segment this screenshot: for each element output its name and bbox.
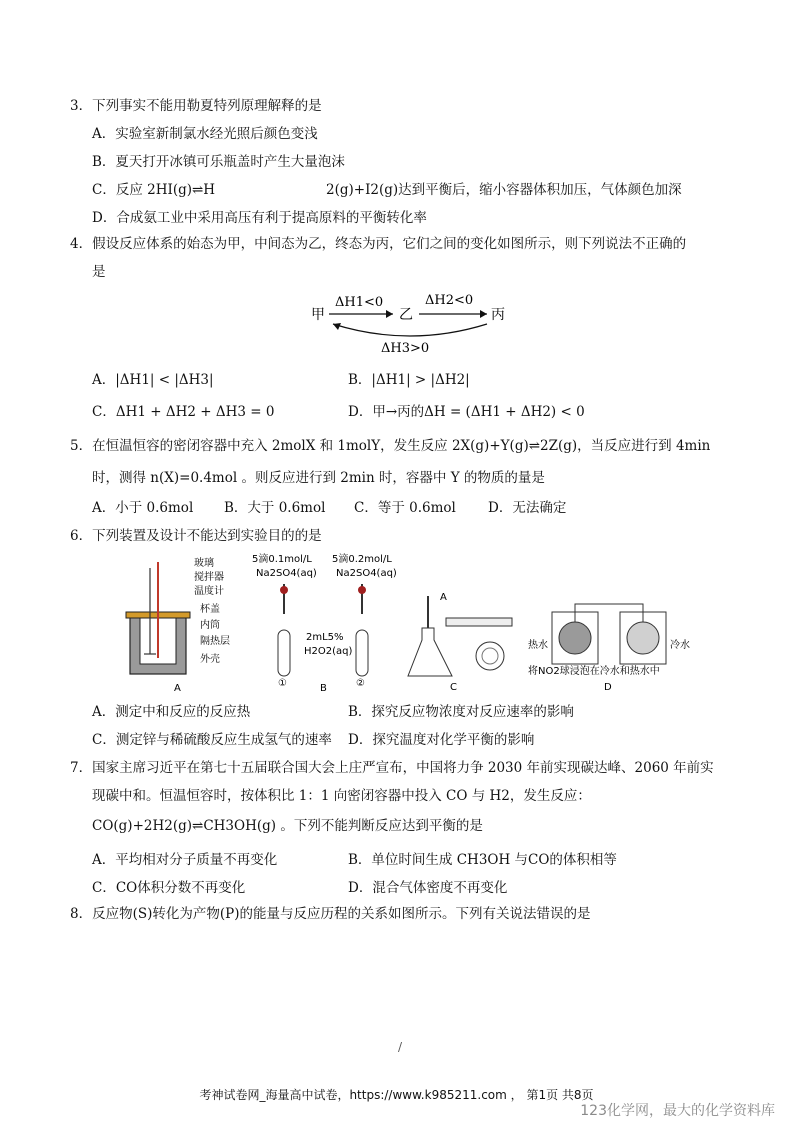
q3-stem: 3．下列事实不能用勒夏特列原理解释的是 <box>70 98 322 114</box>
q6-stem: 6．下列装置及设计不能达到实验目的的是 <box>70 528 322 544</box>
q3-option-a: A．实验室新制氯水经光照后颜色变浅 <box>92 126 318 142</box>
arrow-bing-jia <box>333 324 487 336</box>
q7-stem-line2: 现碳中和。恒温恒容时，按体积比 1：1 向密闭容器中投入 CO 与 H2，发生反应： <box>92 788 591 804</box>
svg-text:Na2SO4(aq): Na2SO4(aq) <box>336 568 397 579</box>
state-bing: 丙 <box>491 307 505 323</box>
svg-text:热水: 热水 <box>528 640 548 651</box>
q5-stem-line2: 时，测得 n(X)=0.4mol 。则反应进行到 2min 时，容器中 Y 的物质的量是 <box>92 470 545 486</box>
q6-option-c: C．测定锌与稀硫酸反应生成氢气的速率 <box>92 732 332 748</box>
svg-text:杯盖: 杯盖 <box>200 604 220 615</box>
label-dh1: ΔH1<0 <box>335 295 384 310</box>
q3-option-d: D．合成氨工业中采用高压有利于提高原料的平衡转化率 <box>92 210 427 226</box>
fig-b-test-tubes <box>250 552 410 694</box>
watermark: 123化学网，最大的化学资料库 <box>580 1103 775 1119</box>
fig-a-calorimeter <box>120 554 238 694</box>
svg-text:外壳: 外壳 <box>200 654 220 665</box>
svg-text:D: D <box>604 682 612 693</box>
fig-c-apparatus <box>406 588 526 694</box>
q3-option-c-part1: C．反应 2HI(g)⇌H <box>92 182 216 198</box>
q4-option-b: B．|ΔH1| > |ΔH2| <box>348 372 470 388</box>
q5-option-c: C．等于 0.6mol <box>354 500 456 516</box>
q8-stem: 8．反应物(S)转化为产物(P)的能量与反应历程的关系如图所示。下列有关说法错误的是 <box>70 906 591 922</box>
svg-text:隔热层: 隔热层 <box>200 636 230 647</box>
q7-option-a: A．平均相对分子质量不再变化 <box>92 852 278 868</box>
svg-text:冷水: 冷水 <box>670 640 690 651</box>
q7-option-c: C．CO体积分数不再变化 <box>92 880 246 896</box>
svg-text:将NO2球浸泡在冷水和热水中: 将NO2球浸泡在冷水和热水中 <box>528 666 660 677</box>
q3-option-b: B．夏天打开冰镇可乐瓶盖时产生大量泡沫 <box>92 154 345 170</box>
q4-stem-line2: 是 <box>92 264 106 280</box>
state-jia: 甲 <box>311 307 325 323</box>
fig-d-no2-bulbs <box>528 598 698 694</box>
q5-option-d: D．无法确定 <box>488 500 567 516</box>
q5-option-b: B．大于 0.6mol <box>224 500 326 516</box>
q6-option-d: D．探究温度对化学平衡的影响 <box>348 732 535 748</box>
svg-text:A: A <box>174 683 181 694</box>
svg-text:内筒: 内筒 <box>200 620 220 631</box>
q4-option-c: C．ΔH1 + ΔH2 + ΔH3 = 0 <box>92 404 275 420</box>
label-dh3: ΔH3>0 <box>381 341 430 356</box>
svg-text:B: B <box>320 683 327 694</box>
q7-option-d: D．混合气体密度不再变化 <box>348 880 508 896</box>
svg-text:②: ② <box>356 678 365 689</box>
label-dh2: ΔH2<0 <box>425 293 474 308</box>
q4-enthalpy-diagram <box>305 286 515 358</box>
svg-text:2mL5%: 2mL5% <box>306 632 344 643</box>
state-yi: 乙 <box>399 307 413 323</box>
svg-text:5滴0.1mol/L: 5滴0.1mol/L <box>252 554 312 565</box>
svg-text:①: ① <box>278 678 287 689</box>
svg-text:玻璃: 玻璃 <box>194 558 214 569</box>
svg-text:5滴0.2mol/L: 5滴0.2mol/L <box>332 554 392 565</box>
q7-option-b: B．单位时间生成 CH3OH 与CO的体积相等 <box>348 852 617 868</box>
page-footer: 考神试卷网_海量高中试卷，https://www.k985211.com ， 第1页 共8页 <box>199 1088 594 1102</box>
svg-text:C: C <box>450 682 457 693</box>
q7-stem-line1: 7．国家主席习近平在第七十五届联合国大会上庄严宣布，中国将力争 2030 年前实现碳达峰、2060 年前实 <box>70 760 714 776</box>
q5-stem-line1: 5．在恒温恒容的密闭容器中充入 2molX 和 1molY，发生反应 2X(g)+Y(g)⇌2Z(g)，当反应进行到 4min <box>70 438 711 454</box>
q6-option-b: B．探究反应物浓度对反应速率的影响 <box>348 704 574 720</box>
q7-stem-line3: CO(g)+2H2(g)⇌CH3OH(g) 。下列不能判断反应达到平衡的是 <box>92 818 483 834</box>
svg-text:H2O2(aq): H2O2(aq) <box>304 646 353 657</box>
q4-option-d: D．甲→丙的ΔH = (ΔH1 + ΔH2) < 0 <box>348 404 585 420</box>
svg-text:搅拌器: 搅拌器 <box>194 572 224 583</box>
svg-text:Na2SO4(aq): Na2SO4(aq) <box>256 568 317 579</box>
q3-option-c-part2: 2(g)+I2(g)达到平衡后，缩小容器体积加压，气体颜色加深 <box>326 182 682 198</box>
svg-text:温度计: 温度计 <box>194 586 224 597</box>
svg-text:A: A <box>440 592 447 603</box>
q6-option-a: A．测定中和反应的反应热 <box>92 704 251 720</box>
q5-option-a: A．小于 0.6mol <box>92 500 194 516</box>
q4-stem-line1: 4．假设反应体系的始态为甲，中间态为乙，终态为丙，它们之间的变化如图所示，则下列说法不正确的 <box>70 236 687 252</box>
page-marker: / <box>398 1040 403 1054</box>
q4-option-a: A．|ΔH1| < |ΔH3| <box>92 372 214 388</box>
